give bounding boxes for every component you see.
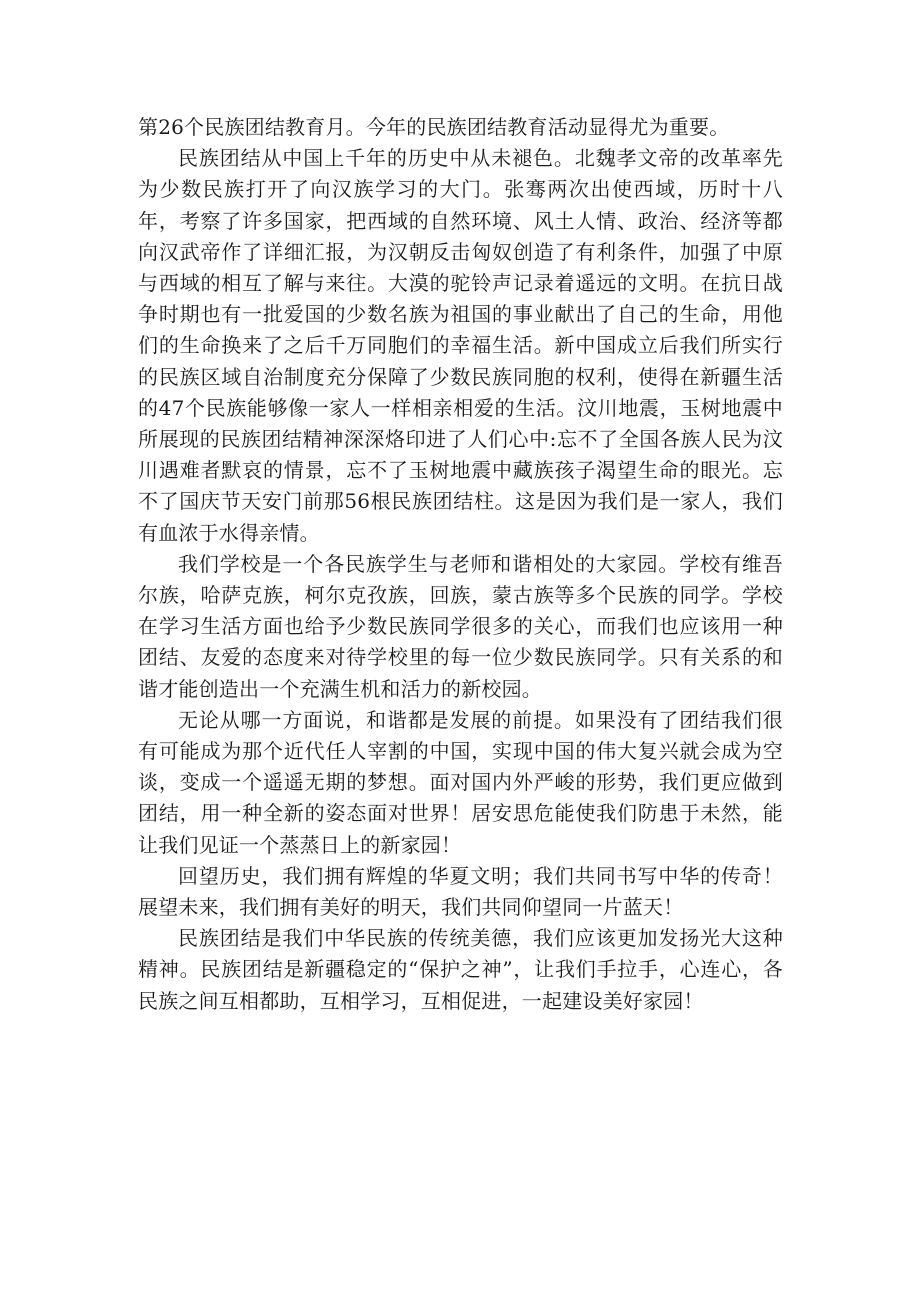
paragraph-continuation: 第26个民族团结教育月。今年的民族团结教育活动显得尤为重要。	[138, 115, 730, 139]
document-page	[138, 112, 783, 1017]
paragraph-harmony: 无论从哪一方面说，和谐都是发展的前提。如果没有了团结我们很有可能成为那个近代任人宰割的中国，实现中国的伟大复兴就会成为空谈，变成一个遥遥无期的梦想。面对国内外严峻的形势，我们更应做到团结，用一种全新的姿态面对世界！居安思危能使我们防患于未然，能让我们见证一个蒸蒸日上的新家园！	[138, 707, 783, 857]
paragraph-future: 回望历史，我们拥有辉煌的华夏文明；我们共同书写中华的传奇！展望未来，我们拥有美好的明天，我们共同仰望同一片蓝天！	[138, 863, 783, 920]
paragraph-school: 我们学校是一个各民族学生与老师和谐相处的大家园。学校有维吾尔族，哈萨克族，柯尔克孜族，回族，蒙古族等多个民族的同学。学校在学习生活方面也给予少数民族同学很多的关心，而我们也应该用一种团结、友爱的态度来对待学校里的每一位少数民族同学。只有关系的和谐才能创造出一个充满生机和活力的新校园。	[138, 551, 783, 701]
paragraph-conclusion: 民族团结是我们中华民族的传统美德，我们应该更加发扬光大这种精神。民族团结是新疆稳定的“保护之神”，让我们手拉手，心连心，各民族之间互相都助，互相学习，互相促进，一起建设美好家园！	[138, 926, 783, 1013]
paragraph-history: 民族团结从中国上千年的历史中从未褪色。北魏孝文帝的改革率先为少数民族打开了向汉族学习的大门。张骞两次出使西域，历时十八年，考察了许多国家，把西域的自然环境、风土人情、政治、经济等都向汉武帝作了详细汇报，为汉朝反击匈奴创造了有利条件，加强了中原与西域的相互了解与来往。大漠的驼铃声记录着遥远的文明。在抗日战争时期也有一批爱国的少数名族为祖国的事业献出了自己的生命，用他们的生命换来了之后千万同胞们的幸福生活。新中国成立后我们所实行的民族区域自治制度充分保障了少数民族同胞的权利，使得在新疆生活的47个民族能够像一家人一样相亲相爱的生活。汶川地震，玉树地震中所展现的民族团结精神深深烙印进了人们心中:忘不了全国各族人民为汶川遇难者默哀的情景，忘不了玉树地震中藏族孩子渴望生命的眼光。忘不了国庆节天安门前那56根民族团结柱。这是因为我们是一家人，我们有血浓于水得亲情。	[138, 146, 783, 545]
